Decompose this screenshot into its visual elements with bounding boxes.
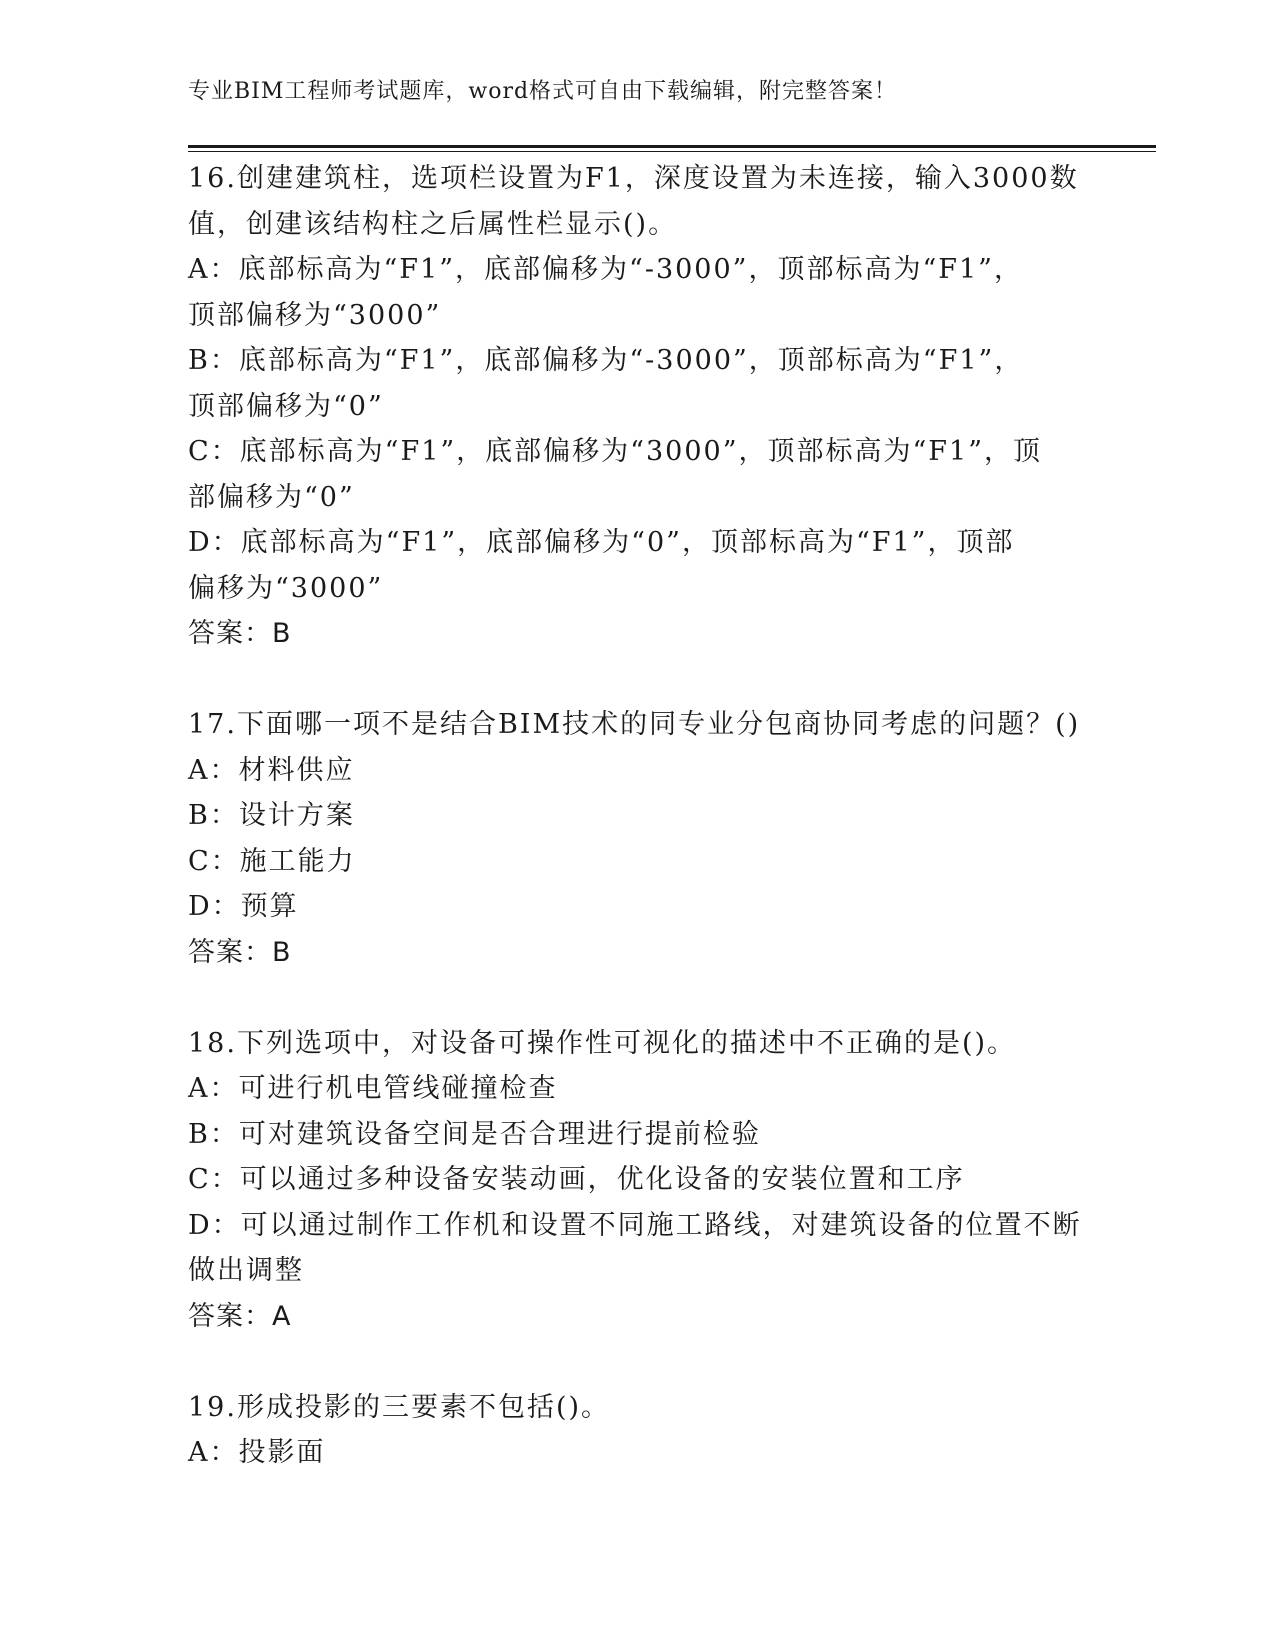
answer-text: 答案：B <box>188 618 292 649</box>
question-list <box>188 156 1088 1476</box>
option-line: 顶部偏移为“0” <box>188 390 384 422</box>
option-line: A：材料供应 <box>188 754 355 786</box>
question-17 <box>188 702 1088 975</box>
option-line: A：投影面 <box>188 1437 326 1468</box>
question-line: 17.下面哪一项不是结合BIM技术的同专业分包商协同考虑的问题？() <box>188 709 1081 740</box>
option-line: 偏移为“3000” <box>188 572 384 604</box>
question-19 <box>188 1385 1088 1476</box>
option-line: B：可对建筑设备空间是否合理进行提前检验 <box>188 1118 761 1150</box>
spacer <box>188 657 1088 703</box>
header-rule-thin <box>188 151 1156 152</box>
option-line: B：底部标高为“F1”，底部偏移为“-3000”，顶部标高为“F1”， <box>188 345 1024 376</box>
answer-text: 答案：B <box>188 936 292 968</box>
option-line: A：可进行机电管线碰撞检查 <box>188 1073 558 1104</box>
option-line: A：底部标高为“F1”，底部偏移为“-3000”，顶部标高为“F1”， <box>188 254 1023 285</box>
page-header: 专业BIM工程师考试题库，word格式可自由下载编辑，附完整答案！ <box>188 79 898 104</box>
option-line: C：施工能力 <box>188 845 356 877</box>
header-rule-thick <box>188 145 1156 148</box>
question-line: 值，创建该结构柱之后属性栏显示()。 <box>188 208 678 240</box>
option-line: D：可以通过制作工作机和设置不同施工路线，对建筑设备的位置不断 <box>188 1209 1082 1241</box>
answer-text: 答案：A <box>188 1300 292 1332</box>
option-line: 部偏移为“0” <box>188 481 355 513</box>
question-line: 18.下列选项中，对设备可操作性可视化的描述中不正确的是()。 <box>188 1027 1017 1059</box>
option-line: 顶部偏移为“3000” <box>188 299 442 331</box>
question-16 <box>188 156 1088 657</box>
option-line: D：底部标高为“F1”，底部偏移为“0”，顶部标高为“F1”，顶部 <box>188 527 1015 558</box>
spacer <box>188 975 1088 1021</box>
option-line: D：预算 <box>188 891 299 922</box>
spacer <box>188 1339 1088 1385</box>
question-line: 16.创建建筑柱，选项栏设置为F1，深度设置为未连接，输入3000数 <box>188 163 1079 194</box>
option-line: C：底部标高为“F1”，底部偏移为“3000”，顶部标高为“F1”，顶 <box>188 436 1043 467</box>
option-line: B：设计方案 <box>188 800 355 831</box>
option-line: 做出调整 <box>188 1255 304 1286</box>
option-line: C：可以通过多种设备安装动画，优化设备的安装位置和工序 <box>188 1164 965 1195</box>
question-18 <box>188 1021 1088 1340</box>
question-line: 19.形成投影的三要素不包括()。 <box>188 1391 611 1423</box>
